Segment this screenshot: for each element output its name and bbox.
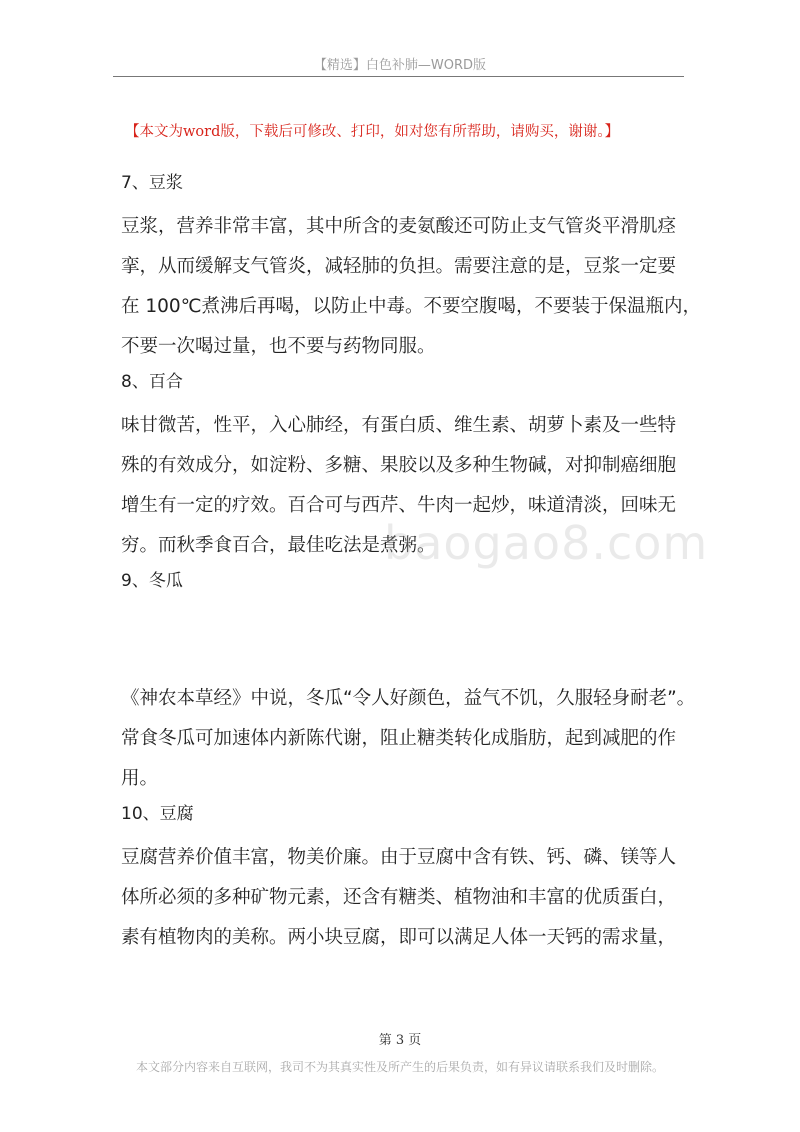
section-paragraph	[121, 679, 696, 799]
purchase-notice: 【本文为word版，下载后可修改、打印，如对您有所帮助，请购买，谢谢。】	[125, 124, 620, 140]
header-rule	[113, 76, 684, 77]
paragraph-line: 豆浆，营养非常丰富，其中所含的麦氨酸还可防止支气管炎平滑肌痉	[121, 216, 677, 237]
section-heading: 7、豆浆	[121, 173, 183, 193]
document-body	[121, 168, 701, 958]
paragraph-line: 在 100℃煮沸后再喝，以防止中毒。不要空腹喝，不要装于保温瓶内，	[121, 296, 701, 317]
paragraph-line: 用。	[121, 768, 159, 789]
section-heading: 10、豆腐	[121, 804, 194, 824]
paragraph-line: 素有植物肉的美称。两小块豆腐，即可以满足人体一天钙的需求量，	[121, 927, 677, 948]
paragraph-line: 体所必须的多种矿物元素，还含有糖类、植物油和丰富的优质蛋白，	[121, 887, 677, 908]
paragraph-line: 《神农本草经》中说，冬瓜“令人好颜色，益气不饥，久服轻身耐老”。	[121, 688, 696, 709]
paragraph-line: 增生有一定的疗效。百合可与西芹、牛肉一起炒，味道清淡，回味无	[121, 495, 677, 516]
section-heading: 8、百合	[121, 372, 183, 392]
section-paragraph	[121, 838, 691, 958]
section-paragraph	[121, 207, 701, 367]
paragraph-line: 豆腐营养价值丰富，物美价廉。由于豆腐中含有铁、钙、磷、镁等人	[121, 847, 677, 868]
paragraph-line: 常食冬瓜可加速体内新陈代谢，阻止糖类转化成脂肪，起到减肥的作	[121, 728, 677, 749]
paragraph-line: 穷。而秋季食百合，最佳吃法是煮粥。	[121, 535, 436, 556]
paragraph-line: 挛，从而缓解支气管炎，减轻肺的负担。需要注意的是，豆浆一定要	[121, 256, 677, 277]
page-number: 第 3 页	[378, 1033, 422, 1048]
paragraph-line: 味甘微苦，性平，入心肺经，有蛋白质、维生素、胡萝卜素及一些特	[121, 415, 677, 436]
footer-disclaimer: 本文部分内容来自互联网，我司不为其真实性及所产生的后果负责，如有异议请联系我们及时删除。	[135, 1060, 664, 1074]
paragraph-line: 殊的有效成分，如淀粉、多糖、果胶以及多种生物碱，对抑制癌细胞	[121, 455, 677, 476]
section-paragraph	[121, 406, 691, 566]
section-heading: 9、冬瓜	[121, 571, 183, 591]
watermark: baogao8.com	[384, 516, 709, 570]
page-header: 【精选】白色补肺—WORD版	[313, 58, 487, 73]
paragraph-line: 不要一次喝过量，也不要与药物同服。	[121, 336, 436, 357]
blank-space	[121, 605, 691, 679]
